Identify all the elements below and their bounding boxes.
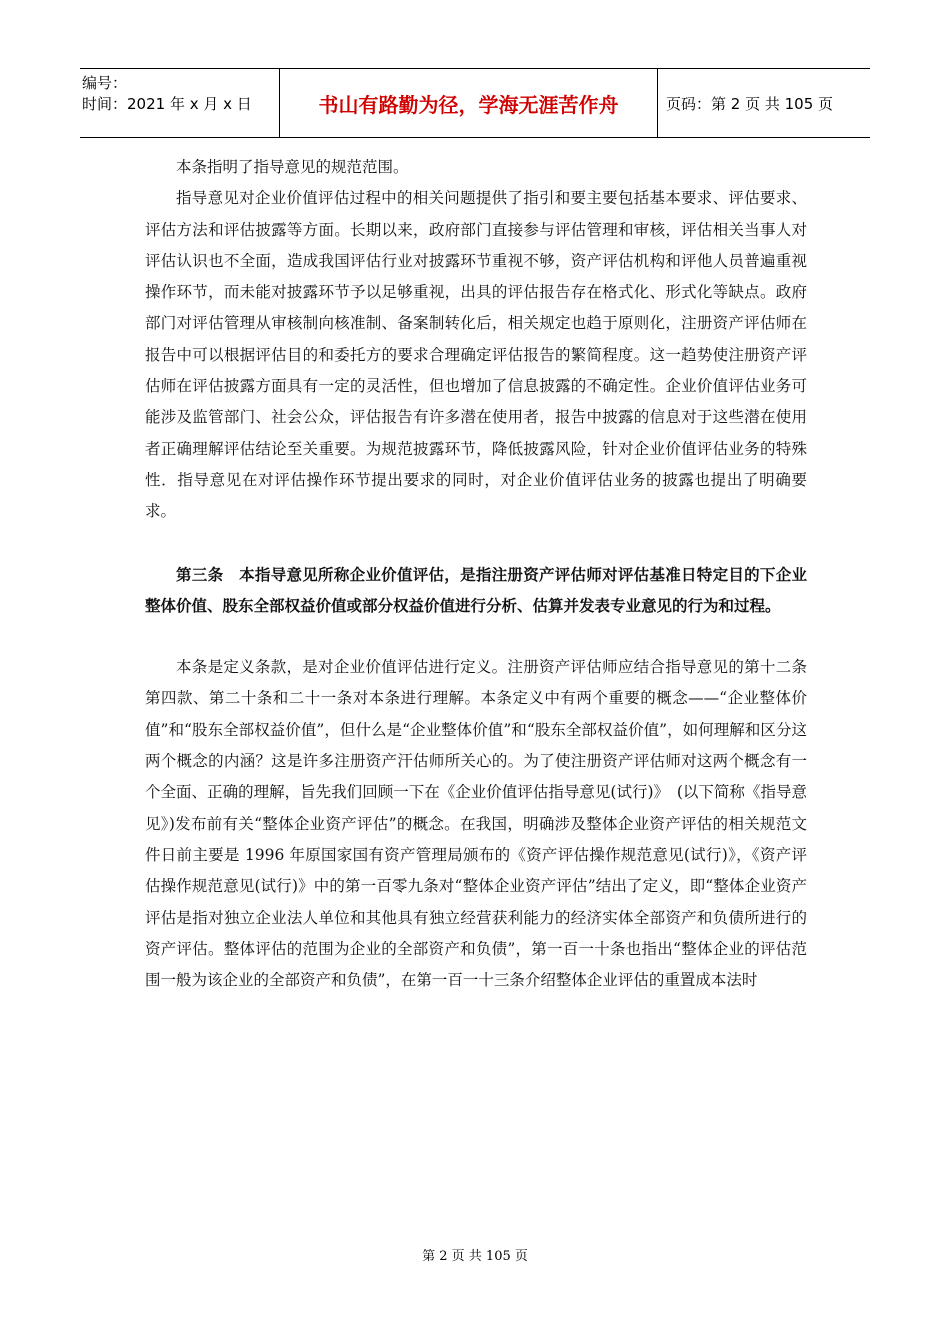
header-motto: 书山有路勤为径，学海无涯苦作舟 bbox=[280, 69, 658, 137]
document-number-label: 编号： bbox=[82, 74, 128, 92]
paragraph-definition: 本条是定义条款，是对企业价值评估进行定义。注册资产评估师应结合指导意见的第十二条第四款、第二十条和二十一条对本条进行理解。本条定义中有两个重要的概念——“企业整体价值”和“股东全部权益价值”，但什么是“企业整体价值”和“股东全部权益价值”，如何理解和区分这两个概念的内涵？这是许多注册资产汗估师所关心的。为了使注册资产评估师对这两个概念有一个全面、正确的理解，旨先我们回顾一下在《企业价值评估指导意见(试行)》 (以下简称《指导意见》)发布前有关“整体企业资产评估”的概念。在我国，明确涉及整体企业资产评估的相关规范文件日前主要是 1996 年原国家国有资产管理局颁布的《资产评估操作规范意见(试行)》，《资产评估操作规范意见(试行)》中的第一百零九条对“整体企业资产评估”结出了定义，即“整体企业资产评估是指对独立企业法人单位和其他具有独立经营获利能力的经济实体全部资产和负债所进行的资产评估。整体评估的范围为企业的全部资产和负债”，第一百一十条也指出“整体企业的评估范围一般为该企业的全部资产和负债”，在第一百一十三条介绍整体企业评估的重置成本法时 bbox=[145, 658, 807, 990]
document-date: 时间：2021 年 x 月 x 日 bbox=[82, 95, 252, 113]
paragraph-scope: 本条指明了指导意见的规范范围。 bbox=[176, 158, 409, 176]
document-header bbox=[80, 68, 870, 138]
document-body bbox=[145, 152, 807, 996]
article-three: 第三条 本指导意见所称企业价值评估，是指注册资产评估师对评估基准日特定目的下企业整体价值、股东全部权益价值或部分权益价值进行分析、估算并发表专业意见的行为和过程。 bbox=[145, 564, 807, 615]
page-footer: 第 2 页 共 105 页 bbox=[422, 1249, 528, 1264]
header-meta bbox=[80, 69, 280, 137]
paragraph-disclosure: 指导意见对企业价值评估过程中的相关问题提供了指引和要主要包括基本要求、评估要求、评估方法和评估披露等方面。长期以来，政府部门直接参与评估管理和审核，评估相关当事人对评估认识也不全面，造成我国评估行业对披露环节重视不够，资产评估机构和评他人员普遍重视操作环节，而未能对披露环节予以足够重视，出具的评估报告存在格式化、形式化等缺点。政府部门对评估管理从审核制向核准制、备案制转化后，相关规定也趋于原则化，注册资产评估师在报告中可以根据评估目的和委托方的要求合理确定评估报告的繁简程度。这一趋势使注册资产评估师在评估披露方面具有一定的灵活性，但也增加了信息披露的不确定性。企业价值评估业务可能涉及监管部门、社会公众，评估报告有许多潜在使用者，报告中披露的信息对于这些潜在使用者正确理解评估结论至关重要。为规范披露环节，降低披露风险，针对企业价值评估业务的特殊性．指导意见在对评估操作环节提出要求的同时，对企业价值评估业务的披露也提出了明确要求。 bbox=[145, 189, 807, 521]
header-page-info: 页码：第 2 页 共 105 页 bbox=[666, 94, 834, 113]
